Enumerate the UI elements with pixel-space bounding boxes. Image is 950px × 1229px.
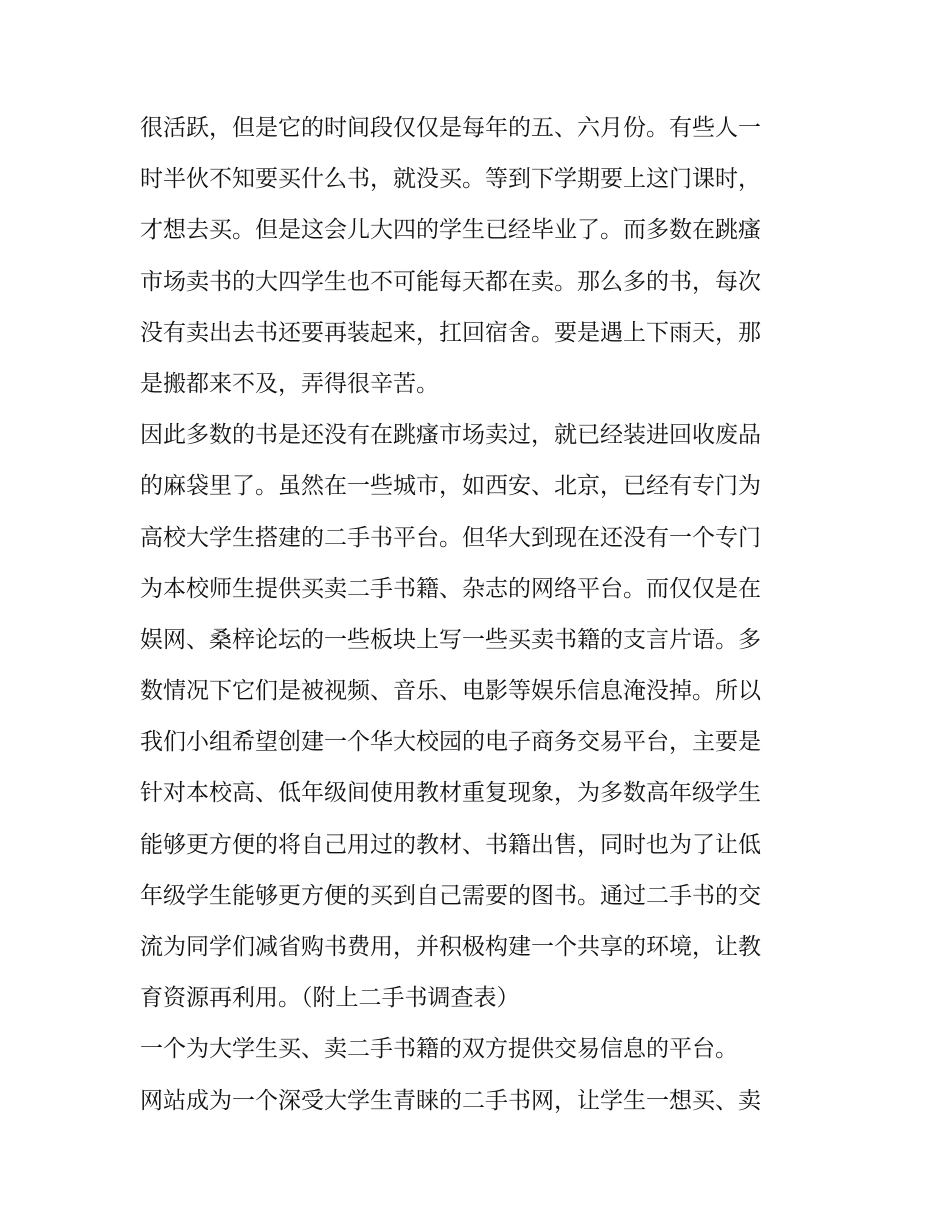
text-line: 时半伙不知要买什么书，就没买。等到下学期要上这门课时，	[140, 166, 761, 193]
text-line: 娱网、桑梓论坛的一些板块上写一些买卖书籍的支言片语。多	[140, 626, 761, 653]
text-line: 育资源再利用。（附上二手书调查表）	[140, 985, 520, 1012]
text-line: 针对本校高、低年级间使用教材重复现象，为多数高年级学生	[140, 780, 761, 807]
text-line: 才想去买。但是这会儿大四的学生已经毕业了。而多数在跳瘙	[140, 217, 761, 244]
text-line: 年级学生能够更方便的买到自己需要的图书。通过二手书的交	[140, 882, 761, 909]
text-line: 我们小组希望创建一个华大校园的电子商务交易平台，主要是	[140, 729, 761, 756]
text-line: 很活跃，但是它的时间段仅仅是每年的五、六月份。有些人一	[140, 115, 761, 141]
text-line: 高校大学生搭建的二手书平台。但华大到现在还没有一个专门	[140, 524, 761, 551]
text-line: 数情况下它们是被视频、音乐、电影等娱乐信息淹没掉。所以	[140, 678, 761, 705]
text-line: 市场卖书的大四学生也不可能每天都在卖。那么多的书，每次	[140, 268, 761, 295]
text-line: 是搬都来不及，弄得很辛苦。	[140, 370, 439, 397]
body-text	[140, 103, 820, 1127]
text-line: 的麻袋里了。虽然在一些城市，如西安、北京，已经有专门为	[140, 473, 761, 500]
text-line: 为本校师生提供买卖二手书籍、杂志的网络平台。而仅仅是在	[140, 575, 761, 602]
text-line: 流为同学们减省购书费用，并积极构建一个共享的环境，让教	[140, 934, 761, 960]
text-line: 网站成为一个深受大学生青睐的二手书网，让学生一想买、卖	[140, 1087, 761, 1114]
text-line: 能够更方便的将自己用过的教材、书籍出售，同时也为了让低	[140, 831, 761, 858]
text-line: 因此多数的书是还没有在跳瘙市场卖过，就已经装进回收废品	[140, 422, 761, 449]
text-line: 没有卖出去书还要再装起来，扛回宿舍。要是遇上下雨天，那	[140, 319, 761, 346]
text-line: 一个为大学生买、卖二手书籍的双方提供交易信息的平台。	[140, 1036, 738, 1063]
